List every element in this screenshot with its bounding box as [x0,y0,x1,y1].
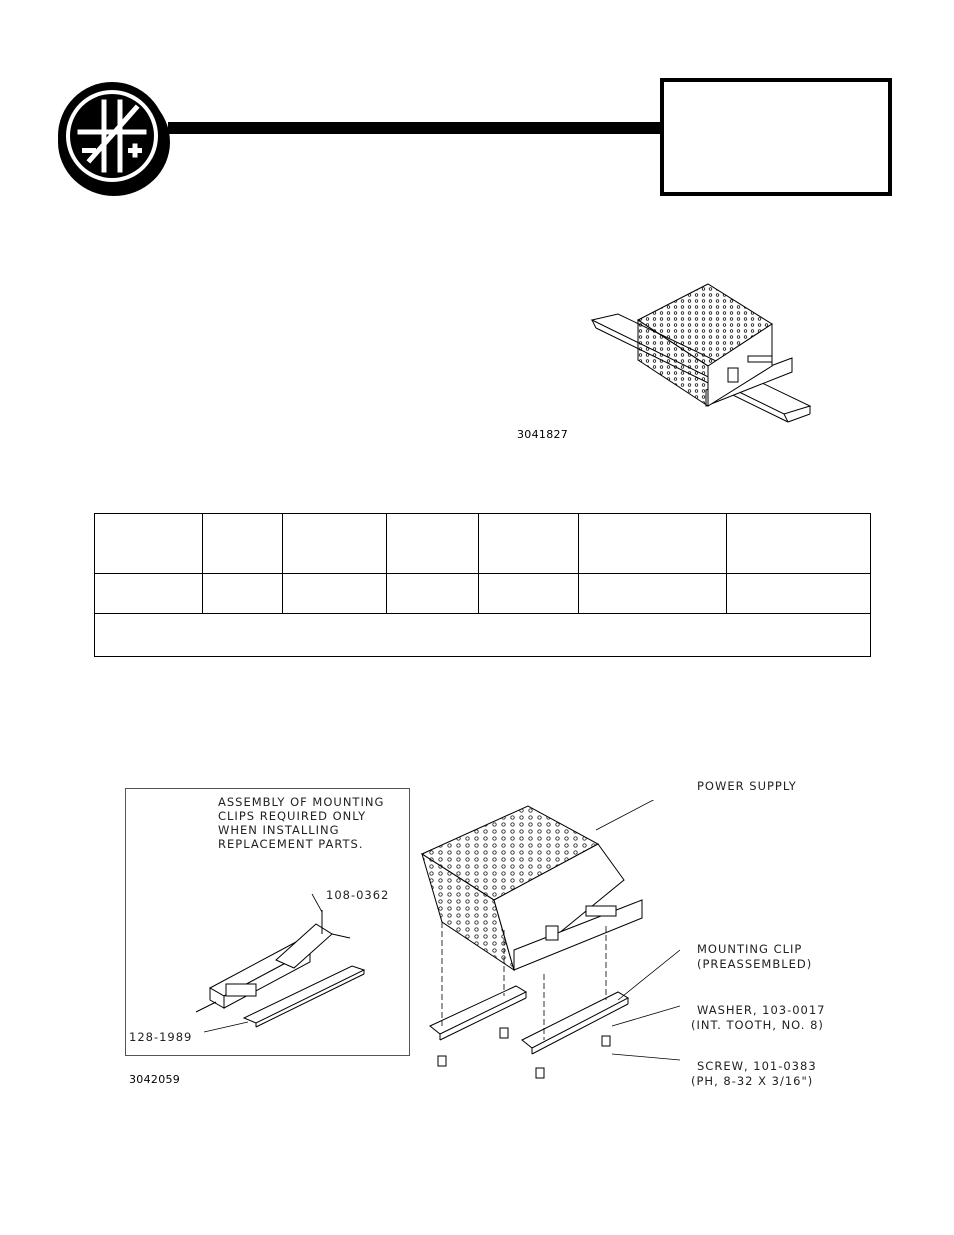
figure-top-label: 3041827 [517,428,569,441]
part-label-108-0362: 108-0362 [326,888,390,902]
callout-power-supply: POWER SUPPLY [697,779,797,793]
table-cell [386,514,479,573]
company-logo [54,78,174,198]
document-number-box [660,78,892,196]
table-cell [95,514,203,573]
table-cell [95,573,203,613]
table-cell [282,573,387,613]
spec-table [94,513,871,657]
table-cell [478,573,579,613]
figure-bottom-label: 3042059 [129,1073,181,1086]
header-rule [168,122,662,134]
table-header-row [95,514,870,574]
callout-washer: WASHER, 103-0017 [697,1003,826,1017]
inset-note [218,795,384,851]
note-line: WHEN INSTALLING [218,823,340,837]
table-cell [202,573,283,613]
table-row [95,573,870,614]
table-cell [282,514,387,573]
table-cell [578,514,727,573]
part-label-128-1989: 128-1989 [129,1030,193,1044]
note-line: REPLACEMENT PARTS. [218,837,364,851]
table-cell [202,514,283,573]
callout-mounting-clip-note: (PREASSEMBLED) [697,957,813,971]
note-line: CLIPS REQUIRED ONLY [218,809,367,823]
table-cell [478,514,579,573]
callout-washer-spec: (INT. TOOTH, NO. 8) [691,1018,824,1032]
clip-assembly-drawing [126,880,410,1056]
table-cell [386,573,479,613]
note-line: ASSEMBLY OF MOUNTING [218,795,385,809]
callout-screw-spec: (PH, 8-32 X 3/16") [691,1074,814,1088]
power-supply-rail-figure [588,280,818,440]
callout-mounting-clip: MOUNTING CLIP [697,942,803,956]
callout-screw: SCREW, 101-0383 [697,1059,817,1073]
table-cell [578,573,727,613]
exploded-assembly-drawing [418,800,680,1080]
